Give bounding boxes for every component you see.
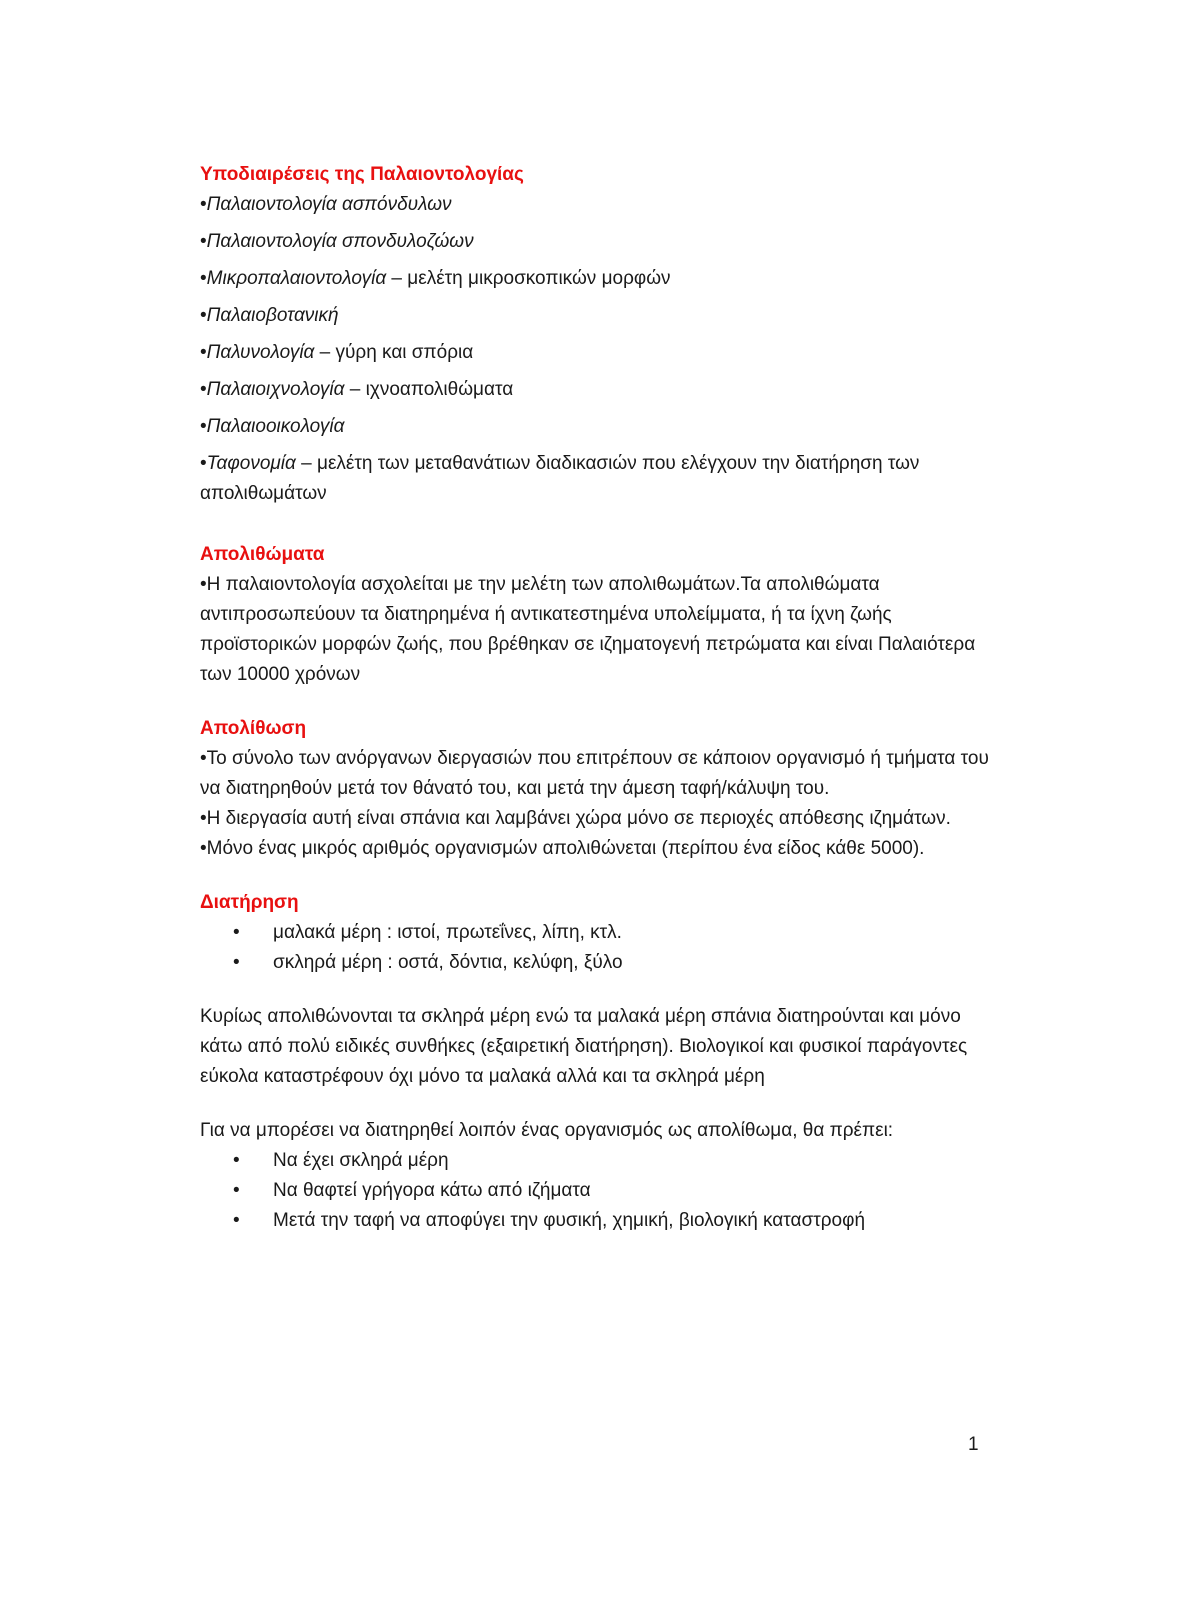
spacer <box>200 1092 990 1116</box>
item-term: Παλαιοοικολογία <box>206 416 345 437</box>
bullet: • <box>233 952 240 973</box>
bullet: • <box>200 231 207 252</box>
list-item <box>200 301 990 331</box>
list-item <box>200 412 990 442</box>
page-number: 1 <box>968 1434 979 1455</box>
list-item <box>200 948 990 978</box>
list-item <box>200 918 990 948</box>
list-item-text: μαλακά μέρη : ιστοί, πρωτεΐνες, λίπη, κτλ. <box>273 922 622 943</box>
list-item <box>200 227 990 257</box>
bullet: • <box>233 922 240 943</box>
bullet: • <box>233 1210 240 1231</box>
list-item <box>200 449 990 509</box>
item-desc: – ιχνοαπολιθώματα <box>344 379 514 400</box>
bullet: • <box>200 379 207 400</box>
item-term: Παλυνολογία <box>206 342 315 363</box>
item-term: Παλαιοβοτανική <box>206 305 339 326</box>
item-desc: – μελέτη μικροσκοπικών μορφών <box>386 268 671 289</box>
list-item-text: Μετά την ταφή να αποφύγει την φυσική, χημική, βιολογική καταστροφή <box>273 1210 866 1231</box>
fossilization-paragraph-2: •Η διεργασία αυτή είναι σπάνια και λαμβάνει χώρα μόνο σε περιοχές απόθεσης ιζημάτων. <box>200 808 951 829</box>
bullet: • <box>200 305 207 326</box>
list-item-text: σκληρά μέρη : οστά, δόντια, κελύφη, ξύλο <box>273 952 623 973</box>
conditions-bullet-list <box>200 1146 990 1236</box>
spacer <box>200 864 990 888</box>
item-term: Παλαιοντολογία σπονδυλοζώων <box>206 231 474 252</box>
spacer <box>200 978 990 1002</box>
preservation-paragraph-2: Για να μπορέσει να διατηρηθεί λοιπόν ένας οργανισμός ως απολίθωμα, θα πρέπει: <box>200 1120 894 1141</box>
spacer <box>200 516 990 540</box>
item-desc: – μελέτη των μεταθανάτιων διαδικασιών που ελέγχουν την διατήρηση των απολιθωμάτων <box>200 453 920 504</box>
list-item <box>200 338 990 368</box>
list-item <box>200 375 990 405</box>
item-desc: – γύρη και σπόρια <box>314 342 474 363</box>
bullet: • <box>200 268 207 289</box>
item-term: Ταφονομία <box>206 453 296 474</box>
list-item <box>200 1206 990 1236</box>
fossils-paragraph: •Η παλαιοντολογία ασχολείται με την μελέτη των απολιθωμάτων.Τα απολιθώματα αντιπροσωπεύουν τα διατηρημένα ή αντικατεστημένα υπολείμματα, ή τα ίχνη ζωής προϊστορικών μορφών ζωής, που βρέθηκαν σε ιζηματογενή πετρώματα και είναι Παλαιότερα των 10000 χρόνων <box>200 574 976 685</box>
heading-fossilization: Απολίθωση <box>200 718 307 739</box>
bullet: • <box>200 342 207 363</box>
heading-preservation: Διατήρηση <box>200 892 299 913</box>
item-term: Παλαιοντολογία ασπόνδυλων <box>206 194 452 215</box>
fossilization-paragraph-1: •Το σύνολο των ανόργανων διεργασιών που επιτρέπουν σε κάποιον οργανισμό ή τμήματα του να διατηρηθούν μετά τον θάνατό του, και μετά την άμεση ταφή/κάλυψη του. <box>200 748 989 799</box>
fossilization-paragraph-3: •Μόνο ένας μικρός αριθμός οργανισμών απολιθώνεται (περίπου ένα είδος κάθε 5000). <box>200 838 925 859</box>
list-item <box>200 264 990 294</box>
subdivision-list <box>200 190 990 509</box>
preservation-paragraph-1: Κυρίως απολιθώνονται τα σκληρά μέρη ενώ τα μαλακά μέρη σπάνια διατηρούνται και μόνο κάτω από πολύ ειδικές συνθήκες (εξαιρετική διατήρηση). Βιολογικοί και φυσικοί παράγοντες εύκολα καταστρέφουν όχι μόνο τα μαλακά αλλά και τα σκληρά μέρη <box>200 1006 968 1087</box>
page-content <box>200 160 990 1236</box>
list-item-text: Να έχει σκληρά μέρη <box>273 1150 449 1171</box>
bullet: • <box>233 1180 240 1201</box>
list-item-text: Να θαφτεί γρήγορα κάτω από ιζήματα <box>273 1180 591 1201</box>
preservation-bullet-list <box>200 918 990 978</box>
list-item <box>200 190 990 220</box>
bullet: • <box>200 453 207 474</box>
bullet: • <box>200 194 207 215</box>
heading-fossils: Απολιθώματα <box>200 544 325 565</box>
spacer <box>200 690 990 714</box>
bullet: • <box>233 1150 240 1171</box>
item-term: Παλαιοιχνολογία <box>206 379 345 400</box>
item-term: Μικροπαλαιοντολογία <box>206 268 387 289</box>
heading-paleontology-subdivisions: Υποδιαιρέσεις της Παλαιοντολογίας <box>200 164 524 185</box>
bullet: • <box>200 416 207 437</box>
list-item <box>200 1146 990 1176</box>
list-item <box>200 1176 990 1206</box>
